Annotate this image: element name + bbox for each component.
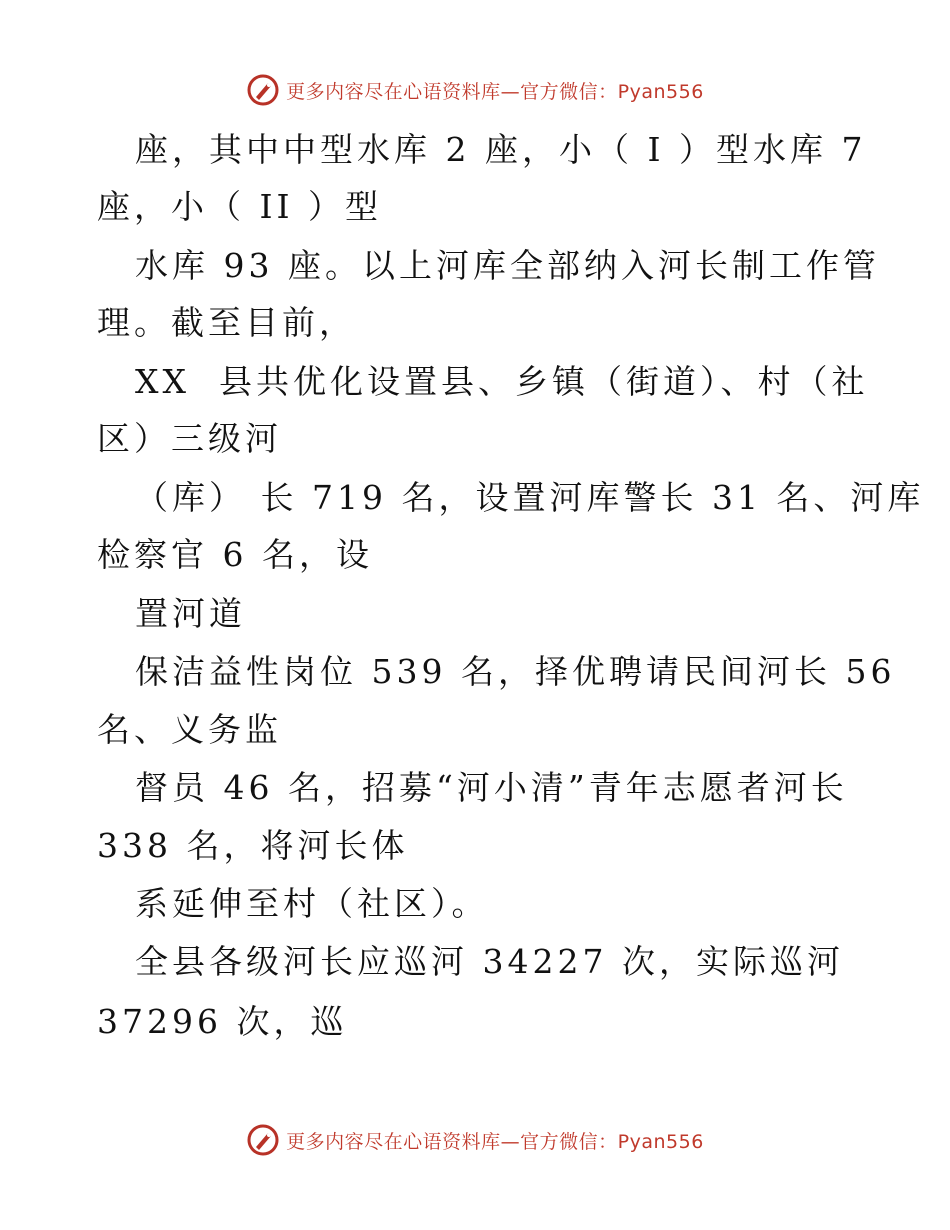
- body-line: 保洁益性岗位 539 名，择优聘请民间河长 56: [135, 652, 896, 691]
- body-line: 338 名，将河长体: [97, 826, 409, 865]
- pen-nib-logo-icon: [246, 73, 280, 107]
- body-line: （库） 长 719 名，设置河库警长 31 名、河库: [135, 478, 925, 517]
- body-line: 37296 次，巡: [97, 1002, 348, 1041]
- footer-text: 更多内容尽在心语资料库—官方微信：Pyan556: [286, 1130, 704, 1153]
- body-line: 理。截至目前，: [97, 303, 356, 342]
- header-banner: [0, 70, 950, 110]
- body-line: 水库 93 座。以上河库全部纳入河长制工作管: [135, 246, 880, 285]
- pen-nib-logo-icon: [246, 1123, 280, 1157]
- body-line: 系延伸至村（社区）。: [135, 884, 489, 923]
- body-line: 全县各级河长应巡河 34227 次，实际巡河: [135, 942, 844, 981]
- body-line: XX 县共优化设置县、乡镇（街道）、村（社: [135, 362, 869, 401]
- body-line: 名、义务监: [97, 710, 282, 749]
- body-line: 检察官 6 名，设: [97, 535, 373, 574]
- body-line: 座，其中中型水库 2 座，小（ I ）型水库 7: [135, 130, 867, 169]
- body-line: 督员 46 名，招募“河小清”青年志愿者河长: [135, 768, 848, 807]
- footer-banner: [0, 1120, 950, 1160]
- header-text: 更多内容尽在心语资料库—官方微信：Pyan556: [286, 80, 704, 103]
- body-line: 座，小（ II ）型: [97, 187, 383, 226]
- body-line: 区）三级河: [97, 419, 282, 458]
- body-line: 置河道: [135, 594, 246, 633]
